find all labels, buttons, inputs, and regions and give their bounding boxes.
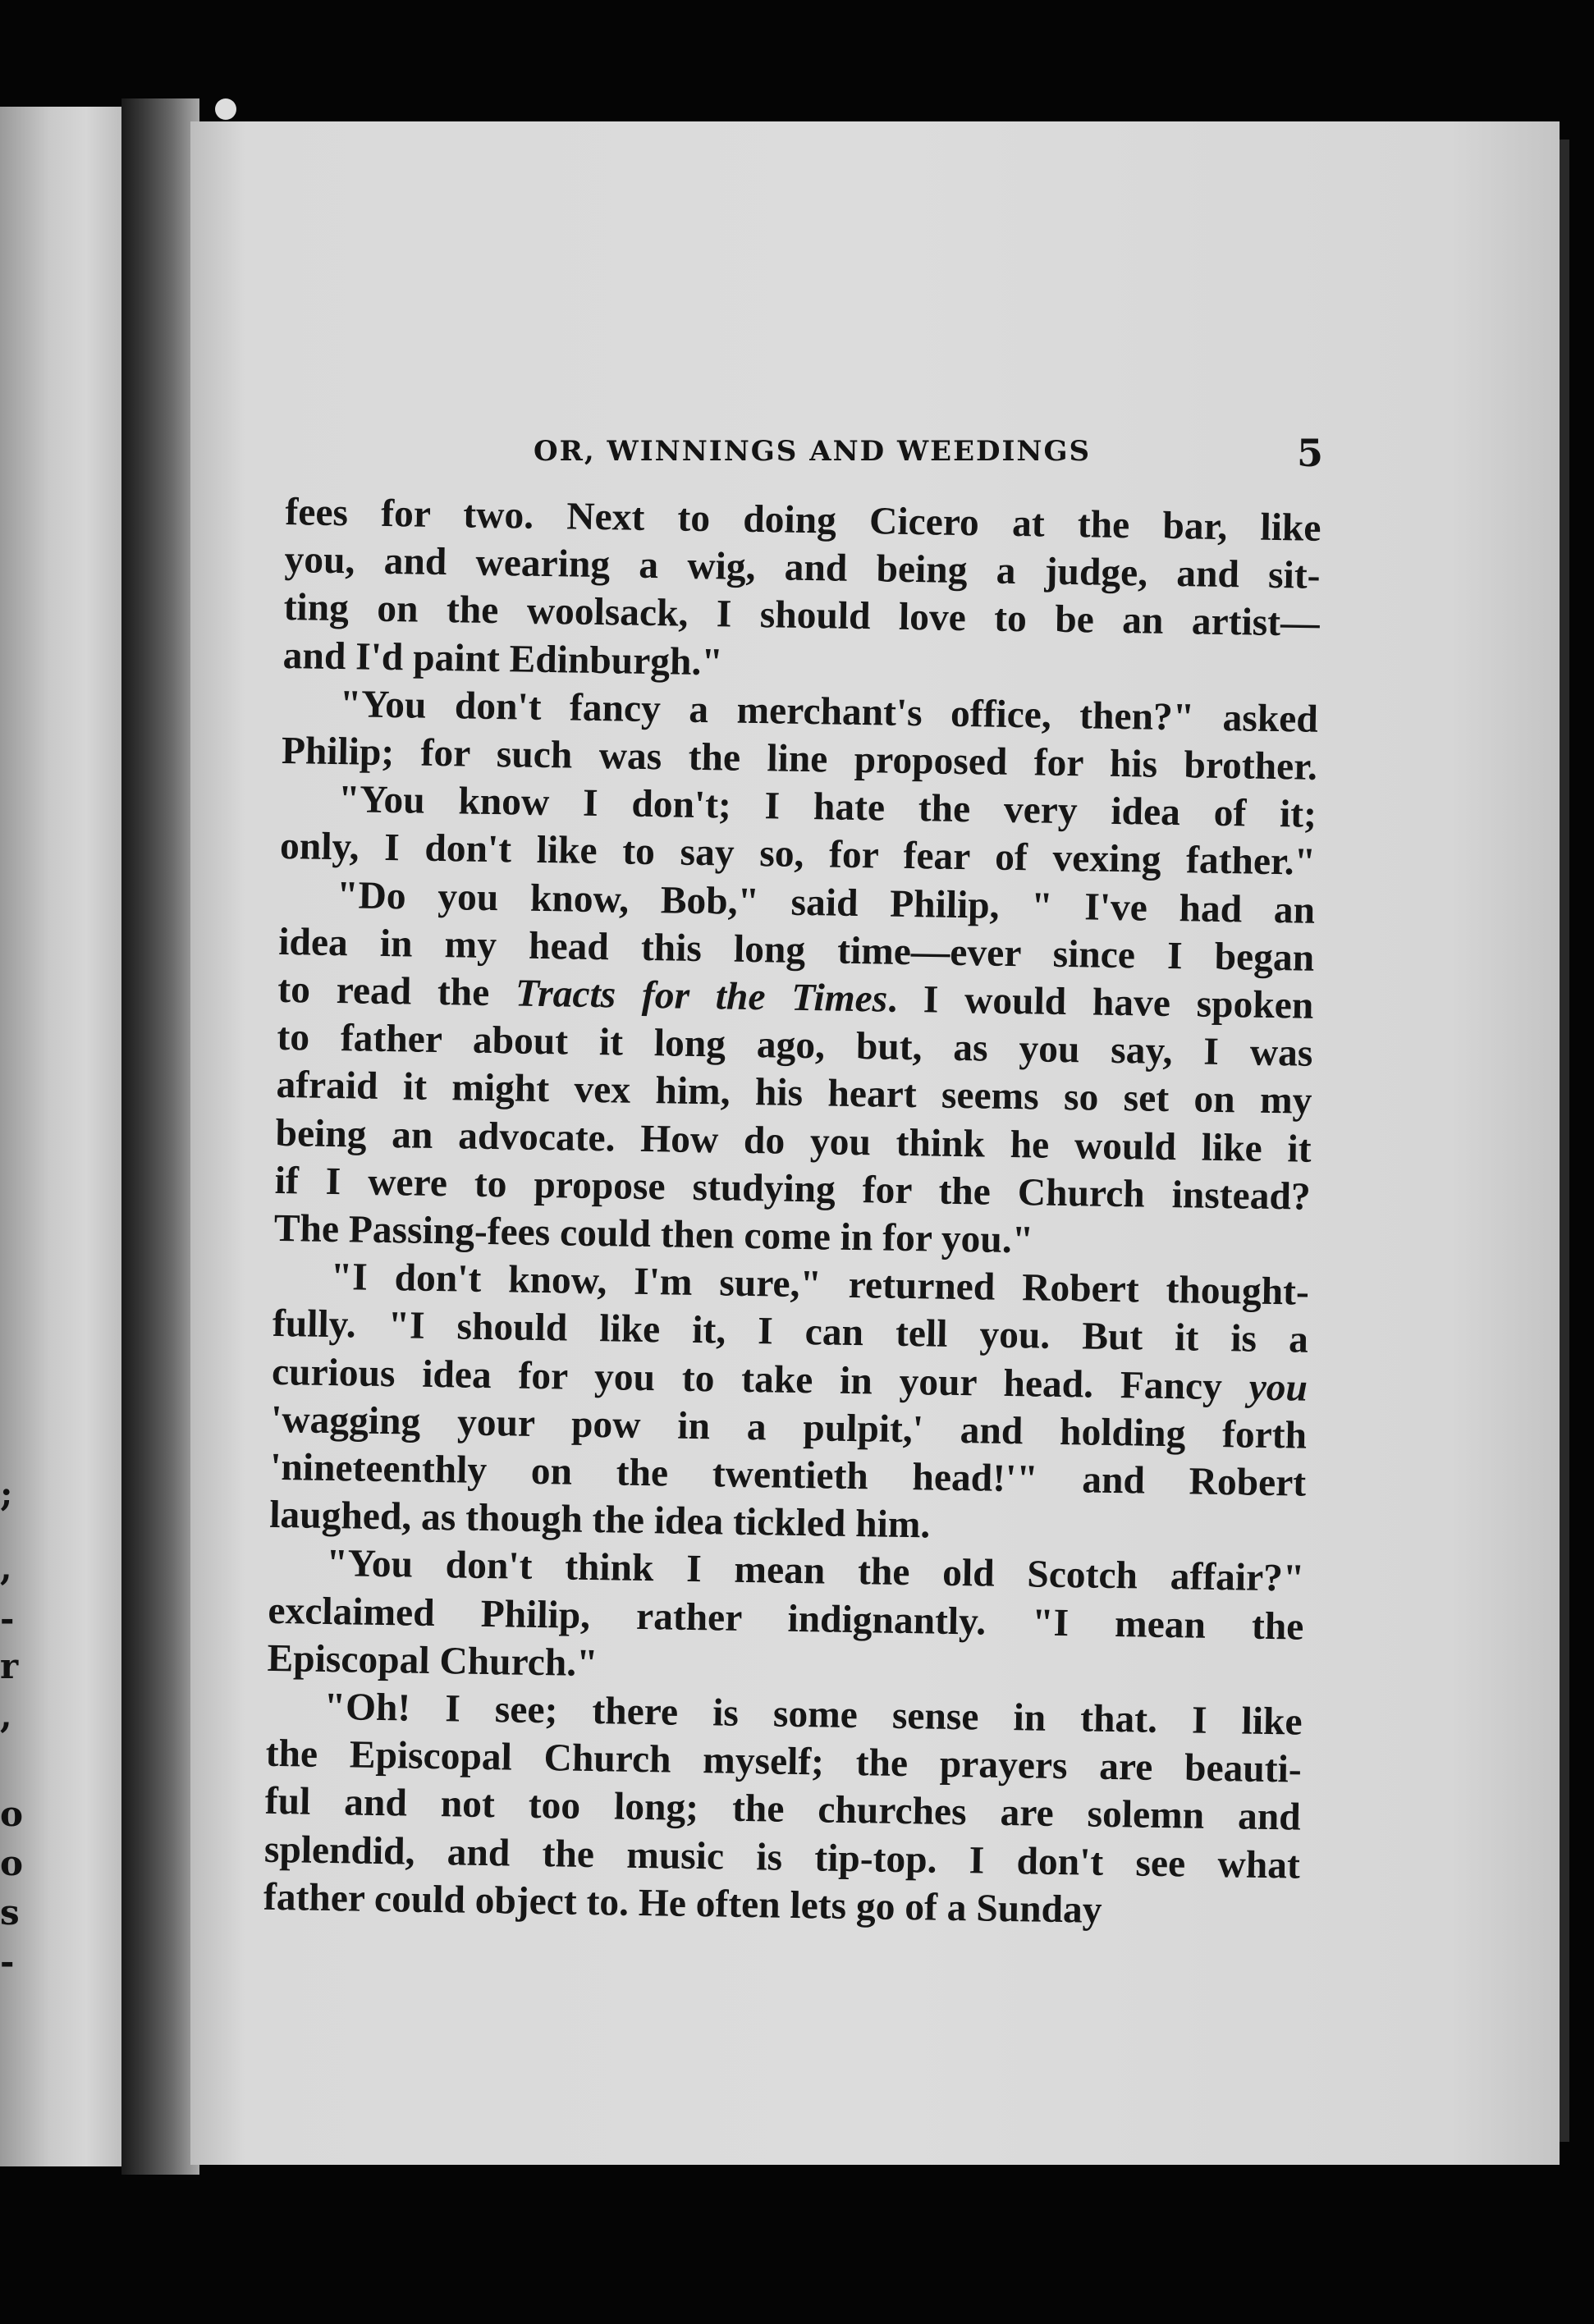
text-line: splendid, and the music is tip-top. I don't see what [263, 1828, 1301, 1887]
text-line: 'nineteenthly on the twentieth head!'" and Robert [269, 1445, 1307, 1505]
text-line: being an advocate. How do you think he would like it [275, 1111, 1312, 1171]
left-page-fragment: r [0, 1646, 19, 1686]
page-edge-shadow [1560, 140, 1569, 2142]
text-line: "You don't think I mean the old Scotch affair?" [326, 1542, 1305, 1601]
text-line-segment: to read the [277, 968, 516, 1015]
text-line: fees for two. Next to doing Cicero at the bar, like [285, 490, 1321, 550]
running-head [345, 427, 1330, 476]
dust-speck [215, 98, 236, 120]
text-line-segment: curious idea for you to take in your head. Fancy [271, 1350, 1250, 1409]
text-line: to father about it long ago, but, as you say, I was [277, 1016, 1313, 1075]
text-line: only, I don't like to say so, for fear of vexing father." [279, 825, 1317, 885]
text-line: "Oh! I see; there is some sense in that. I like [323, 1685, 1303, 1744]
text-line: "I don't know, I'm sure," returned Robert thought- [330, 1256, 1310, 1314]
left-page-fragment: o [0, 1794, 24, 1834]
left-page-fragment: , [0, 1548, 12, 1588]
text-line: exclaimed Philip, rather indignantly. "I mean the [268, 1589, 1304, 1649]
text-line: fully. "I should like it, I can tell you. But it is a [272, 1302, 1309, 1362]
text-line-segment: . I would have spoken [886, 977, 1314, 1027]
text-line: 'wagging your pow in a pulpit,' and holding forth [270, 1398, 1308, 1457]
text-line: idea in my head this long time—ever since I began [277, 920, 1315, 980]
text-line: ful and not too long; the churches are solemn and [264, 1780, 1302, 1840]
left-page-fragment: s [0, 1892, 20, 1933]
text-line: and I'd paint Edinburgh." [282, 634, 724, 684]
text-line: ting on the woolsack, I should love to be an artist— [283, 586, 1320, 646]
text-line: laughed, as though the idea tickled him. [268, 1494, 931, 1547]
page-body-text [263, 488, 1321, 1937]
left-page-fragment: - [0, 1599, 15, 1639]
italic-title: you [1248, 1366, 1308, 1410]
left-page-fragment: ; [0, 1474, 13, 1514]
left-page-fragment: - [0, 1942, 15, 1982]
left-page-fragment: o [0, 1843, 24, 1883]
text-line: father could object to. He often lets go of a Sunday [263, 1875, 1102, 1932]
text-line: afraid it might vex him, his heart seems so set on my [276, 1064, 1312, 1123]
left-page-fragment: , [0, 1695, 12, 1736]
text-line: if I were to propose studying for the Church instead? [274, 1159, 1311, 1219]
text-line: Philip; for such was the line proposed for his brother. [281, 729, 1318, 789]
page-number: 5 [1297, 431, 1324, 475]
left-page-edge [0, 107, 123, 2166]
text-line: "Do you know, Bob," said Philip, " I've had an [336, 873, 1316, 932]
italic-title: Tracts for the Times [515, 972, 888, 1021]
text-line: Episcopal Church." [267, 1636, 598, 1686]
running-head-title: OR, WINNINGS AND WEEDINGS [534, 435, 1092, 468]
text-line: the Episcopal Church myself; the prayers are beauti- [265, 1732, 1303, 1791]
text-line: "You don't fancy a merchant's office, then?" asked [339, 682, 1319, 741]
text-line: you, and wearing a wig, and being a judge, and sit- [284, 538, 1321, 598]
text-line: "You know I don't; I hate the very idea of it; [337, 778, 1317, 836]
book-spine-shadow [121, 98, 199, 2175]
text-line: The Passing-fees could then come in for you." [273, 1206, 1034, 1262]
